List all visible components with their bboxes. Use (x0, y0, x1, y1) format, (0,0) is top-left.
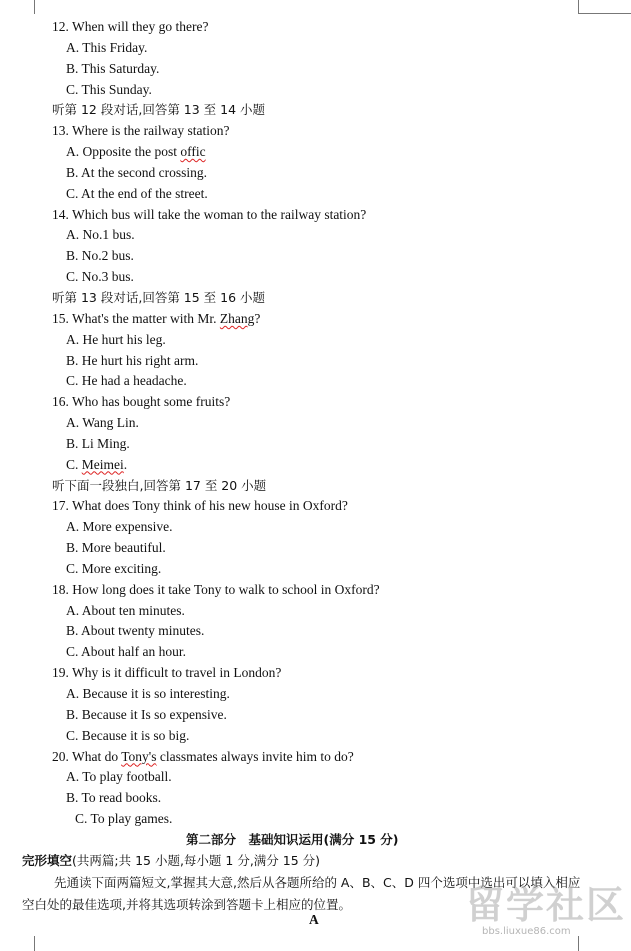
question-stem: 17. What does Tony think of his new house in Oxford? (52, 498, 348, 514)
question-stem: 12. When will they go there? (52, 19, 209, 34)
option: B. At the second crossing. (66, 164, 207, 180)
option: A. This Friday. (66, 39, 148, 55)
passage-label: A (309, 912, 319, 927)
option: A. More expensive. (66, 519, 173, 535)
option: C. To play games. (75, 811, 173, 827)
option: B. More beautiful. (66, 540, 166, 556)
option: B. About twenty minutes. (66, 623, 205, 639)
section-heading: 听第 12 段对话,回答第 13 至 14 小题 (52, 102, 266, 118)
option: B. He hurt his right arm. (66, 352, 199, 368)
cloze-heading (22, 851, 320, 869)
cloze-label: 完形填空 (22, 853, 73, 868)
option: A. To play football. (66, 769, 172, 785)
section-heading: 听下面一段独白,回答第 17 至 20 小题 (52, 477, 267, 493)
stem-text: classmates always invite him to do? (156, 748, 354, 764)
question-stem (0, 309, 631, 330)
option: A. He hurt his leg. (66, 331, 166, 347)
watermark-url: bbs.liuxue86.com (482, 926, 571, 937)
option: A. Wang Lin. (66, 415, 139, 431)
crop-mark-top-right (578, 0, 580, 14)
spelling-error-text: Meimei (81, 456, 124, 472)
spelling-error-text: offic (180, 144, 206, 160)
question-list (0, 17, 631, 830)
cloze-description: (共两篇;共 15 小题,每小题 1 分,满分 15 分) (72, 853, 321, 868)
instructions-paragraph: 先通读下面两篇短文,掌握其大意,然后从各题所给的 A、B、C、D 四个选项中选出可以填入相应空白处的最佳选项,并将其选项转涂到答题卡上相应的位置。 (22, 875, 581, 912)
option: C. About half an hour. (66, 644, 186, 660)
option-text: A. Opposite the post (66, 144, 181, 160)
option: A. Because it is so interesting. (66, 686, 230, 701)
option-text: C. (66, 456, 82, 472)
option: C. At the end of the street. (66, 185, 208, 201)
option: C. No.3 bus. (66, 269, 134, 285)
option: C. Because it is so big. (66, 727, 190, 743)
stem-text: 15. What's the matter with Mr. (52, 310, 220, 326)
question-stem: 18. How long does it take Tony to walk to school in Oxford? (52, 581, 380, 597)
option: C. More exciting. (66, 560, 162, 576)
question-stem: 19. Why is it difficult to travel in London? (52, 665, 282, 681)
crop-mark-top-left (0, 0, 35, 14)
option: A. About ten minutes. (66, 602, 185, 618)
question-stem: 13. Where is the railway station? (52, 123, 230, 139)
section-heading: 听第 13 段对话,回答第 15 至 16 小题 (52, 289, 266, 305)
spelling-error-text: Zhang (219, 310, 255, 326)
option: B. Li Ming. (66, 435, 130, 451)
option: C. This Sunday. (66, 81, 152, 97)
stem-text: ? (254, 310, 261, 326)
question-stem: 14. Which bus will take the woman to the railway station? (52, 206, 367, 222)
question-stem (0, 747, 631, 768)
question-stem: 16. Who has bought some fruits? (52, 394, 231, 410)
option: B. To read books. (66, 790, 162, 806)
option (0, 142, 631, 163)
crop-mark-top-right-horizontal (579, 13, 631, 15)
option: C. He had a headache. (66, 373, 187, 389)
option: B. Because it Is so expensive. (66, 706, 227, 722)
option: A. No.1 bus. (66, 227, 135, 243)
part-title: 第二部分 基础知识运用(满分 15 分) (186, 832, 399, 847)
watermark-text: 留学社区 (466, 883, 627, 927)
option: B. No.2 bus. (66, 248, 134, 264)
watermark-logo (462, 874, 627, 944)
spelling-error-text: Tony's (121, 748, 157, 764)
option: B. This Saturday. (66, 60, 160, 76)
crop-mark-bottom-left (0, 936, 35, 951)
option-text: . (123, 456, 128, 472)
stem-text: 20. What do (52, 748, 122, 764)
option (0, 455, 631, 476)
